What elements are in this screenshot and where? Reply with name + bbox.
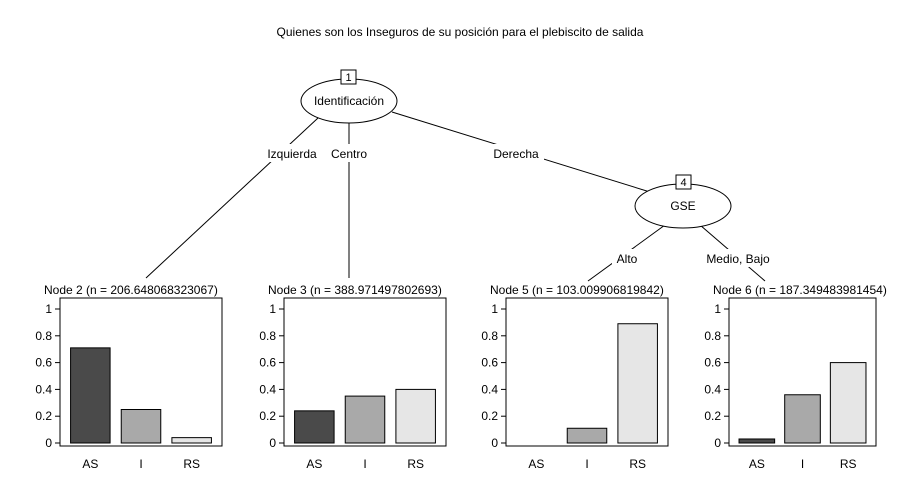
inner-node-1	[301, 70, 397, 123]
diagram-title: Quienes son los Inseguros de su posición para el plebiscito de salida	[276, 25, 644, 39]
node-2-ytick-label: 0.4	[35, 382, 52, 397]
node-6-xtick-label: I	[800, 457, 805, 471]
node-6-ytick-label: 0.8	[704, 328, 721, 343]
node-3-title: Node 3 (n = 388.971497802693)	[268, 283, 442, 297]
node-5-ytick-label: 1	[491, 302, 498, 316]
node-6-ytick-label: 1	[714, 302, 721, 316]
edge-label-alto: Alto	[616, 252, 638, 266]
node-2-ytick-label: 0	[45, 436, 52, 450]
node-5-bar-i	[567, 428, 607, 443]
node-2-ytick-label: 1	[45, 302, 52, 316]
node-5-ytick-label: 0.4	[481, 382, 498, 397]
node-6-bar-rs	[830, 363, 866, 443]
node-2-bar-rs	[172, 438, 212, 443]
inner-node-4	[635, 175, 731, 228]
node-3-ytick-label: 0.8	[259, 328, 276, 343]
node-4-label: GSE	[670, 199, 696, 213]
node-5-ytick-label: 0.6	[481, 355, 498, 370]
node-1-label: Identificación	[313, 94, 385, 108]
node-1-id: 1	[345, 72, 352, 84]
node-5-ytick-label: 0.8	[481, 328, 498, 343]
node-3-ytick-label: 1	[269, 302, 276, 316]
node-2-xtick-label: AS	[82, 457, 99, 471]
node-2-xtick-label: I	[139, 457, 143, 471]
node-6-title: Node 6 (n = 187.349483981454)	[713, 283, 887, 297]
node-3-xtick-label: AS	[306, 457, 323, 471]
node-4-id: 4	[680, 177, 687, 189]
node-5-ytick-label: 0	[491, 436, 498, 450]
node-2-ytick-label: 0.2	[35, 409, 52, 424]
node-3-xtick-label: I	[363, 457, 367, 471]
node-6-xtick-label: AS	[748, 457, 765, 471]
edge-label-centro: Centro	[330, 147, 368, 161]
node-2-ytick-label: 0.6	[35, 355, 52, 370]
node-3-xtick-label: RS	[407, 457, 425, 471]
node-6-bar-i	[785, 395, 821, 443]
node-5-xtick-label: I	[585, 457, 589, 471]
node-5-xtick-label: RS	[629, 457, 647, 471]
node-3-ytick-label: 0.2	[259, 409, 276, 424]
node-3-ytick-label: 0.6	[259, 355, 276, 370]
node-2-title: Node 2 (n = 206.648068323067)	[44, 283, 218, 297]
node-2-bar-as	[71, 348, 111, 443]
node-6-ytick-label: 0.4	[704, 382, 721, 397]
node-2-bar-i	[121, 410, 161, 444]
node-6-ytick-label: 0	[714, 436, 721, 450]
node-6-ytick-label: 0.2	[704, 409, 721, 424]
edge-label-izquierda: Izquierda	[267, 147, 317, 161]
node-2-xtick-label: RS	[183, 457, 201, 471]
edge-label-medio-bajo: Medio, Bajo	[706, 252, 770, 266]
node-3-ytick-label: 0	[269, 436, 276, 450]
terminal-nodes	[35, 283, 887, 471]
node-3-bar-i	[345, 396, 385, 443]
edge-label-derecha: Derecha	[493, 147, 539, 161]
node-3-bar-rs	[396, 389, 436, 443]
node-2-ytick-label: 0.8	[35, 328, 52, 343]
node-6-ytick-label: 0.6	[704, 355, 721, 370]
node-5-xtick-label: AS	[528, 457, 545, 471]
node-5-title: Node 5 (n = 103.009906819842)	[490, 283, 664, 297]
edge-1-2	[146, 118, 318, 278]
node-5-ytick-label: 0.2	[481, 409, 498, 424]
node-5-bar-rs	[618, 324, 658, 443]
node-6-bar-as	[739, 439, 775, 443]
node-6-xtick-label: RS	[839, 457, 857, 471]
node-3-bar-as	[295, 411, 335, 443]
node-3-ytick-label: 0.4	[259, 382, 276, 397]
